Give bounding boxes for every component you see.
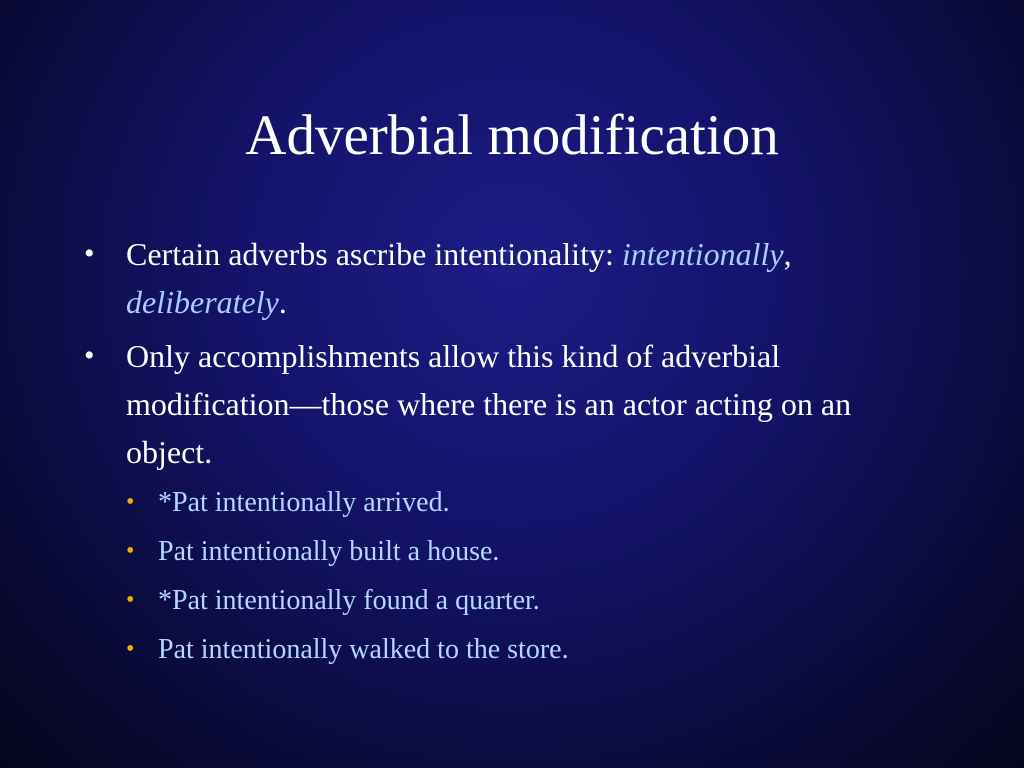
sub-bullet-text: Pat intentionally built a house. xyxy=(158,536,500,567)
sub-bullet-marker: • xyxy=(126,636,135,662)
sub-bullet-text: *Pat intentionally arrived. xyxy=(158,487,450,518)
sub-bullet-marker: • xyxy=(126,587,135,613)
bullet-item-intentionality xyxy=(84,230,944,326)
bullet-text: Certain adverbs ascribe intentionality: xyxy=(126,236,622,272)
bullet-marker: • xyxy=(84,339,95,372)
bullet-marker: • xyxy=(84,237,95,270)
sub-bullet-item xyxy=(126,527,944,576)
emphasis-intentionally: intentionally xyxy=(621,236,784,272)
sub-bullet-item xyxy=(126,576,944,625)
trailing-period: . xyxy=(278,284,287,320)
bullet-list xyxy=(84,230,944,680)
sub-bullet-item xyxy=(126,478,944,527)
emphasis-deliberately: deliberately xyxy=(126,284,279,320)
bullet-item-accomplishments xyxy=(84,332,944,674)
sub-bullet-marker: • xyxy=(126,538,135,564)
sub-bullet-marker: • xyxy=(126,489,135,515)
sub-bullet-item xyxy=(126,625,944,674)
sub-bullet-text: Pat intentionally walked to the store. xyxy=(158,634,569,665)
sub-bullet-list xyxy=(126,478,944,674)
bullet-text: Only accomplishments allow this kind of adverbial modification—those where there is an actor acting on an object. xyxy=(126,338,852,470)
slide-title: Adverbial modification xyxy=(245,104,779,167)
separator: , xyxy=(783,236,792,272)
sub-bullet-text: *Pat intentionally found a quarter. xyxy=(158,585,540,616)
